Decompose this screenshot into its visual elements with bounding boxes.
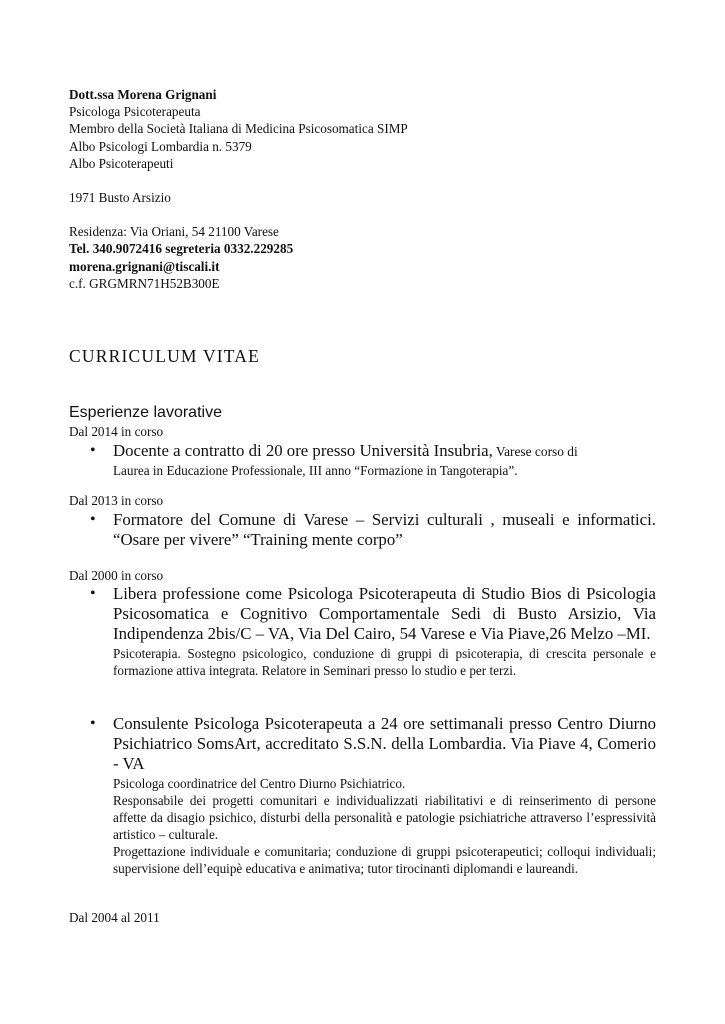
entry-main: Consulente Psicologa Psicoterapeuta a 24 ore settimanali presso Centro Diurno Psichiatrico SomsArt, accreditato S.S.N. della Lombardia. Via Piave 4, Comerio - VA: [113, 714, 656, 774]
contact-header: [69, 86, 408, 292]
entry-date: Dal 2000 in corso: [69, 568, 164, 583]
entry-item: [90, 714, 656, 877]
birth-info: 1971 Busto Arsizio: [69, 190, 171, 206]
entry-main-small: Varese corso di: [492, 444, 578, 459]
entry-main: Libera professione come Psicologa Psicoterapeuta di Studio Bios di Psicologia Psicosomatica e Cognitivo Comportamentale Sedi di Busto Arsizio, Via Indipendenza 2bis/C – VA, Via Del Cairo, 54 Varese e Via Piave,26 Melzo –MI.: [113, 584, 656, 644]
registry-psychotherapists: Albo Psicoterapeuti: [69, 155, 174, 171]
entry-main: Formatore del Comune di Varese – Servizi culturali , museali e informatici. “Osare per vivere” “Training mente corpo”: [113, 510, 656, 550]
entry-item: [90, 584, 656, 679]
entry-main: Docente a contratto di 20 ore presso Università Insubria,: [113, 441, 493, 460]
phone: Tel. 340.9072416 segreteria 0332.229285: [69, 241, 294, 257]
entry-date: Dal 2014 in corso: [69, 424, 164, 439]
entry-detail: Psicoterapia. Sostegno psicologico, conduzione di gruppi di psicoterapia, di crescita personale e formazione attiva integrata. Relatore in Seminari presso lo studio e per terzi.: [113, 645, 656, 678]
cv-title: CURRICULUM VITAE: [69, 346, 261, 366]
bullet-icon: •: [90, 715, 96, 732]
bullet-icon: •: [90, 442, 96, 459]
entry-continuation: Laurea in Educazione Professionale, III anno “Formazione in Tangoterapia”.: [113, 463, 518, 479]
entry-detail: Psicologa coordinatrice del Centro Diurno Psichiatrico.: [113, 775, 406, 791]
entry-item: [90, 510, 656, 550]
entry-detail: Responsabile dei progetti comunitari e individualizzati riabilitativi e di reinserimento di persone affette da disagio psichico, disturbi della personalità e patologie psichiatriche attraverso l’espressività artistico – culturale.: [113, 792, 656, 842]
residence: Residenza: Via Oriani, 54 21100 Varese: [69, 224, 279, 240]
fiscal-code: c.f. GRGMRN71H52B300E: [69, 275, 220, 291]
membership: Membro della Società Italiana di Medicina Psicosomatica SIMP: [69, 121, 408, 137]
entry-item: [90, 441, 656, 479]
bullet-icon: •: [90, 511, 96, 528]
entry-date: Dal 2004 al 2011: [69, 910, 160, 925]
profession: Psicologa Psicoterapeuta: [69, 104, 201, 120]
section-title: Esperienze lavorative: [69, 404, 222, 421]
entry-detail: Progettazione individuale e comunitaria; conduzione di gruppi psicoterapeutici; colloqui individuali; supervisione dell’equipè educativa e animativa; tutor tirocinanti diplomandi e laureandi.: [113, 843, 656, 876]
email: morena.grignani@tiscali.it: [69, 258, 220, 274]
bullet-icon: •: [90, 585, 96, 602]
entry-date: Dal 2013 in corso: [69, 493, 164, 508]
doctor-name: Dott.ssa Morena Grignani: [69, 87, 217, 102]
registry-psychologists: Albo Psicologi Lombardia n. 5379: [69, 138, 252, 154]
